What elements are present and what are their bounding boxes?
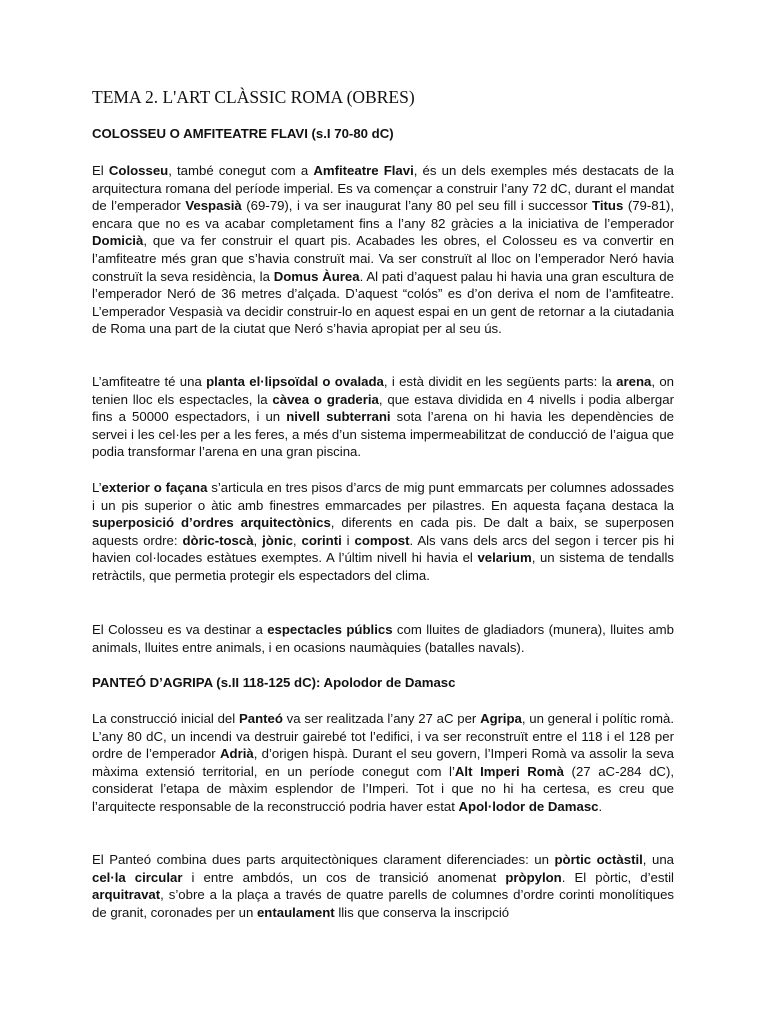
text-run: llis que conserva la inscripció: [334, 904, 510, 920]
text-run: com lluites de gladiadors (munera), lluites amb animals, lluites entre animals, i en ocasions naumàquies (batalles navals).: [92, 622, 674, 655]
paragraph-pantheon-history: [92, 710, 674, 816]
bold-term: planta el·lipsoïdal o ovalada: [206, 374, 384, 389]
bold-term: entaulament: [256, 904, 335, 920]
text-run: El Panteó combina dues parts arquitectòniques clarament diferenciades: un: [92, 852, 555, 867]
bold-term: Domicià: [92, 233, 144, 249]
section-heading-colosseu: COLOSSEU O AMFITEATRE FLAVI (s.I 70-80 dC): [92, 126, 394, 141]
text-run: i: [341, 532, 355, 548]
bold-term: exterior o façana: [101, 480, 208, 495]
text-run: sota l’arena on hi havia les dependències de servei i les cel·les per a les feres, a més d’un sistema impermeabilitzat de conducció de l’aigua que podia transformar l’arena en una gran piscina.: [92, 409, 674, 460]
text-run: El Colosseu es va destinar a: [92, 622, 268, 637]
text-run: (27 aC-284 dC), considerat l’etapa de màxim esplendor de l’Imperi. Tot i que no hi ha certesa, es creu que l’arquitecte responsable de la reconstrucció podria haver estat: [92, 763, 674, 814]
text-run: , també conegut com a: [168, 163, 314, 178]
text-run: , un general i polític romà. L’any 80 dC, un incendi va destruir gairebé tot l’edifici, i va ser reconstruït entre el 118 i el 128 per ordre de l’emperador: [92, 711, 674, 762]
bold-term: dòric-toscà: [182, 532, 254, 548]
bold-term: Panteó: [238, 711, 283, 726]
paragraph-pantheon-structure: [92, 851, 674, 921]
text-run: , que estava dividida en 4 nivells i podia albergar fins a 50000 espectadors, i un: [92, 391, 674, 425]
bold-term: corinti: [301, 532, 342, 548]
text-run: , s’obre a la plaça a través de quatre parells de columnes d’ordre corinti monolítiques de granit, coronades per un: [92, 887, 674, 920]
text-run: , un sistema de tendalls retràctils, que permetia protegir els espectadors del clima.: [92, 550, 675, 583]
bold-term: Amfiteatre Flavi: [313, 163, 414, 178]
bold-term: Colosseu: [108, 163, 169, 178]
bold-term: Domus Àurea: [273, 268, 360, 284]
bold-term: cel·la circular: [92, 869, 183, 885]
text-run: L’amfiteatre té una: [92, 374, 207, 389]
text-run: , diferents en cada pis. De dalt a baix, se superposen aquests ordre:: [92, 515, 674, 548]
paragraph-colosseu-facade: [92, 479, 674, 585]
text-run: s’articula en tres pisos d’arcs de mig punt emmarcats per columnes adossades i un pis superior o àtic amb finestres emmarcades per pilastres. En aquesta façana destaca la: [92, 480, 674, 513]
text-run: La construcció inicial del: [92, 711, 239, 726]
paragraph-colosseu-history: [92, 162, 674, 338]
bold-term: superposició d’ordres arquitectònics: [92, 515, 331, 531]
paragraph-colosseu-plan: [92, 373, 674, 461]
text-run: , i està dividit en les següents parts: la: [383, 374, 617, 389]
page-title: TEMA 2. L'ART CLÀSSIC ROMA (OBRES): [92, 87, 415, 107]
bold-term: Adrià: [219, 746, 254, 762]
text-run: (79-81), encara que no es va acabar completament fins a l’any 82 gràcies a la iniciativa de l’emperador: [92, 198, 674, 231]
bold-term: pròpylon: [505, 869, 562, 885]
text-run: va ser realitzada l’any 27 aC per: [282, 711, 481, 726]
bold-term: compost: [354, 532, 410, 548]
bold-term: arquitravat: [92, 887, 161, 903]
text-run: . Al pati d’aquest palau hi havia una gran escultura de l’emperador Neró de 36 metres d’alçada. D’aquest “colós” es d’on deriva el nom de l’amfiteatre. L’emperador Vespasià va decidir construir-lo en aquest espai en un gent de retornar a la ciutadania de Roma una part de la ciutat que Neró s’havia apropiat per al seu ús.: [92, 268, 674, 337]
text-run: (69-79), i va ser inaugurat l’any 80 pel seu fill i successor: [241, 198, 593, 214]
text-run: . Als vans dels arcs del segon i tercer pis hi havien col·locades estàtues exemptes. A l’últim nivell hi havia el: [92, 532, 675, 566]
bold-term: Alt Imperi Romà: [454, 763, 564, 779]
text-run: , que va fer construir el quart pis. Acabades les obres, el Colosseu es va convertir en l’amfiteatre més gran que s’havia construït mai. Va ser construït al lloc on l’emperador Neró havia construït la seva residència, la: [92, 233, 674, 284]
paragraph-colosseu-uses: [92, 621, 674, 656]
text-run: , és un dels exemples més destacats de la arquitectura romana del període imperial. Es va començar a construir l’any 72 dC, durant el mandat de l’emperador: [92, 163, 674, 214]
bold-term: velarium: [477, 550, 532, 566]
bold-term: càvea o graderia: [272, 391, 379, 407]
text-run: ,: [292, 532, 302, 548]
bold-term: arena: [616, 374, 652, 389]
bold-term: Agripa: [480, 711, 522, 726]
bold-term: pòrtic octàstil: [554, 852, 643, 867]
bold-term: jònic: [262, 532, 293, 548]
text-run: i entre ambdós, un cos de transició anomenat: [182, 869, 506, 885]
bold-term: Vespasià: [185, 198, 242, 214]
text-run: El: [92, 163, 109, 178]
bold-term: Apol·lodor de Damasc: [458, 798, 599, 814]
text-run: , d’origen hispà. Durant el seu govern, l’Imperi Romà va assolir la seva màxima extensió territorial, en un període conegut com l’: [92, 746, 674, 779]
bold-term: espectacles públics: [267, 622, 393, 637]
text-run: .: [598, 798, 603, 814]
bold-term: Titus: [592, 198, 624, 214]
section-heading-pantheon: PANTEÓ D’AGRIPA (s.II 118-125 dC): Apolodor de Damasc: [92, 675, 456, 690]
text-run: , on tenien lloc els espectacles, la: [92, 374, 674, 407]
text-run: L’: [92, 480, 102, 495]
text-run: , una: [642, 852, 674, 867]
text-run: . El pòrtic, d’estil: [561, 869, 674, 885]
text-run: ,: [253, 532, 263, 548]
bold-term: nivell subterrani: [286, 409, 391, 425]
